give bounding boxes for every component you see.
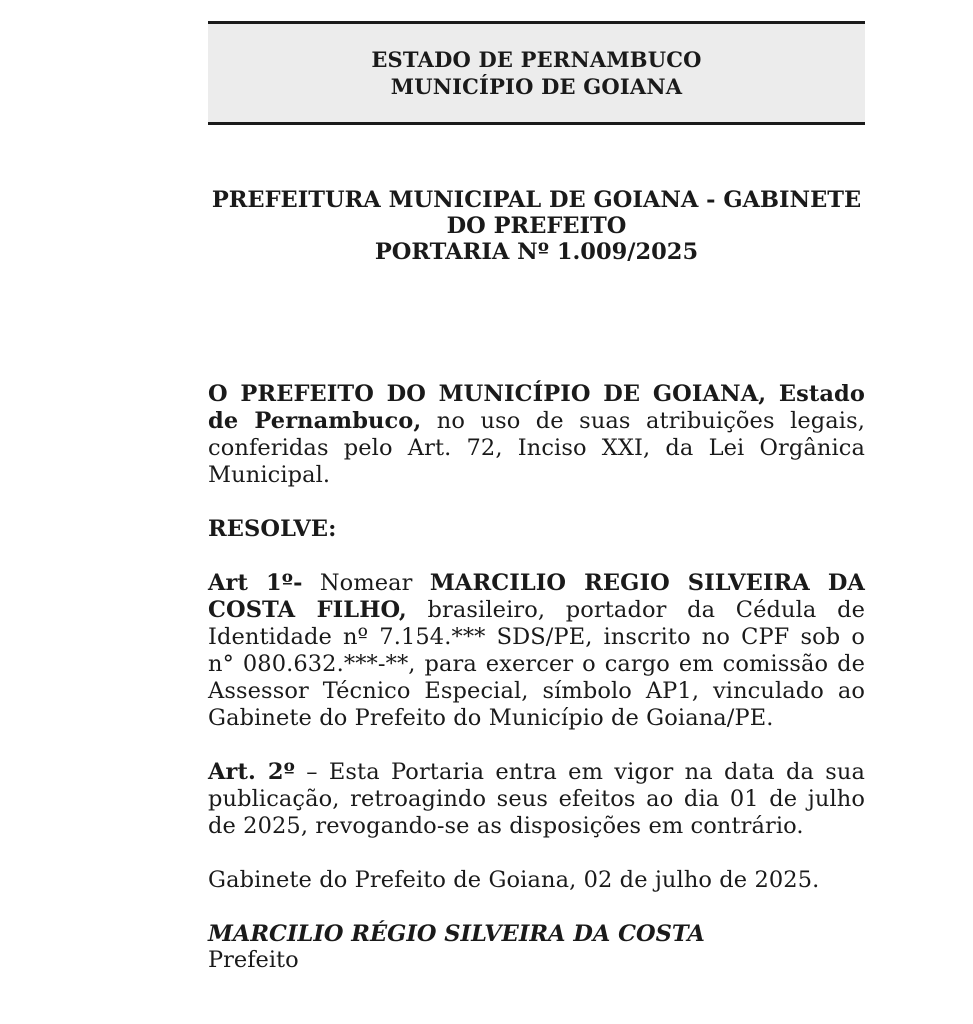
resolve-heading: RESOLVE: [208,516,337,542]
intro-text: no uso de suas atribuições legais, conferidas pelo Art. 72, Inciso XXI, da Lei Orgânica Municipal. [208,408,865,488]
title-line-1: PREFEITURA MUNICIPAL DE GOIANA - GABINETE [211,187,862,213]
article-1 [208,570,865,732]
document-header [208,21,865,125]
place-and-date: Gabinete do Prefeito de Goiana, 02 de julho de 2025. [208,867,820,893]
article-1-text: brasileiro, portador da Cédula de Identidade nº 7.154.*** SDS/PE, inscrito no CPF sob o n° 080.632.***-**, para exercer o cargo em comissão de Assessor Técnico Especial, símbolo AP1, vinculado ao Gabinete do Prefeito do Município de Goiana/PE. [208,597,866,731]
appointee-name: MARCILIO REGIO SILVEIRA DA COSTA FILHO, [208,570,865,623]
header-municipality: MUNICÍPIO DE GOIANA [390,74,683,99]
article-1-label: Art 1º- [208,570,303,596]
title-line-2: DO PREFEITO [446,213,627,239]
document [208,21,865,974]
intro-paragraph [208,381,865,489]
intro-authority: O PREFEITO DO MUNICÍPIO DE GOIANA, Estado de Pernambuco, [208,381,865,434]
document-title [208,187,865,265]
article-2-text: – Esta Portaria entra em vigor na data da sua publicação, retroagindo seus efeitos ao dia 01 de julho de 2025, revogando-se as disposições em contrário. [208,759,865,839]
article-1-verb: Nomear [302,570,430,596]
signatory-name: MARCILIO RÉGIO SILVEIRA DA COSTA [208,921,705,947]
portaria-number: PORTARIA Nº 1.009/2025 [374,239,699,265]
article-2-label: Art. 2º [208,759,295,785]
header-state: ESTADO DE PERNAMBUCO [371,47,702,72]
signatory-role: Prefeito [208,947,299,973]
article-2 [208,759,865,840]
